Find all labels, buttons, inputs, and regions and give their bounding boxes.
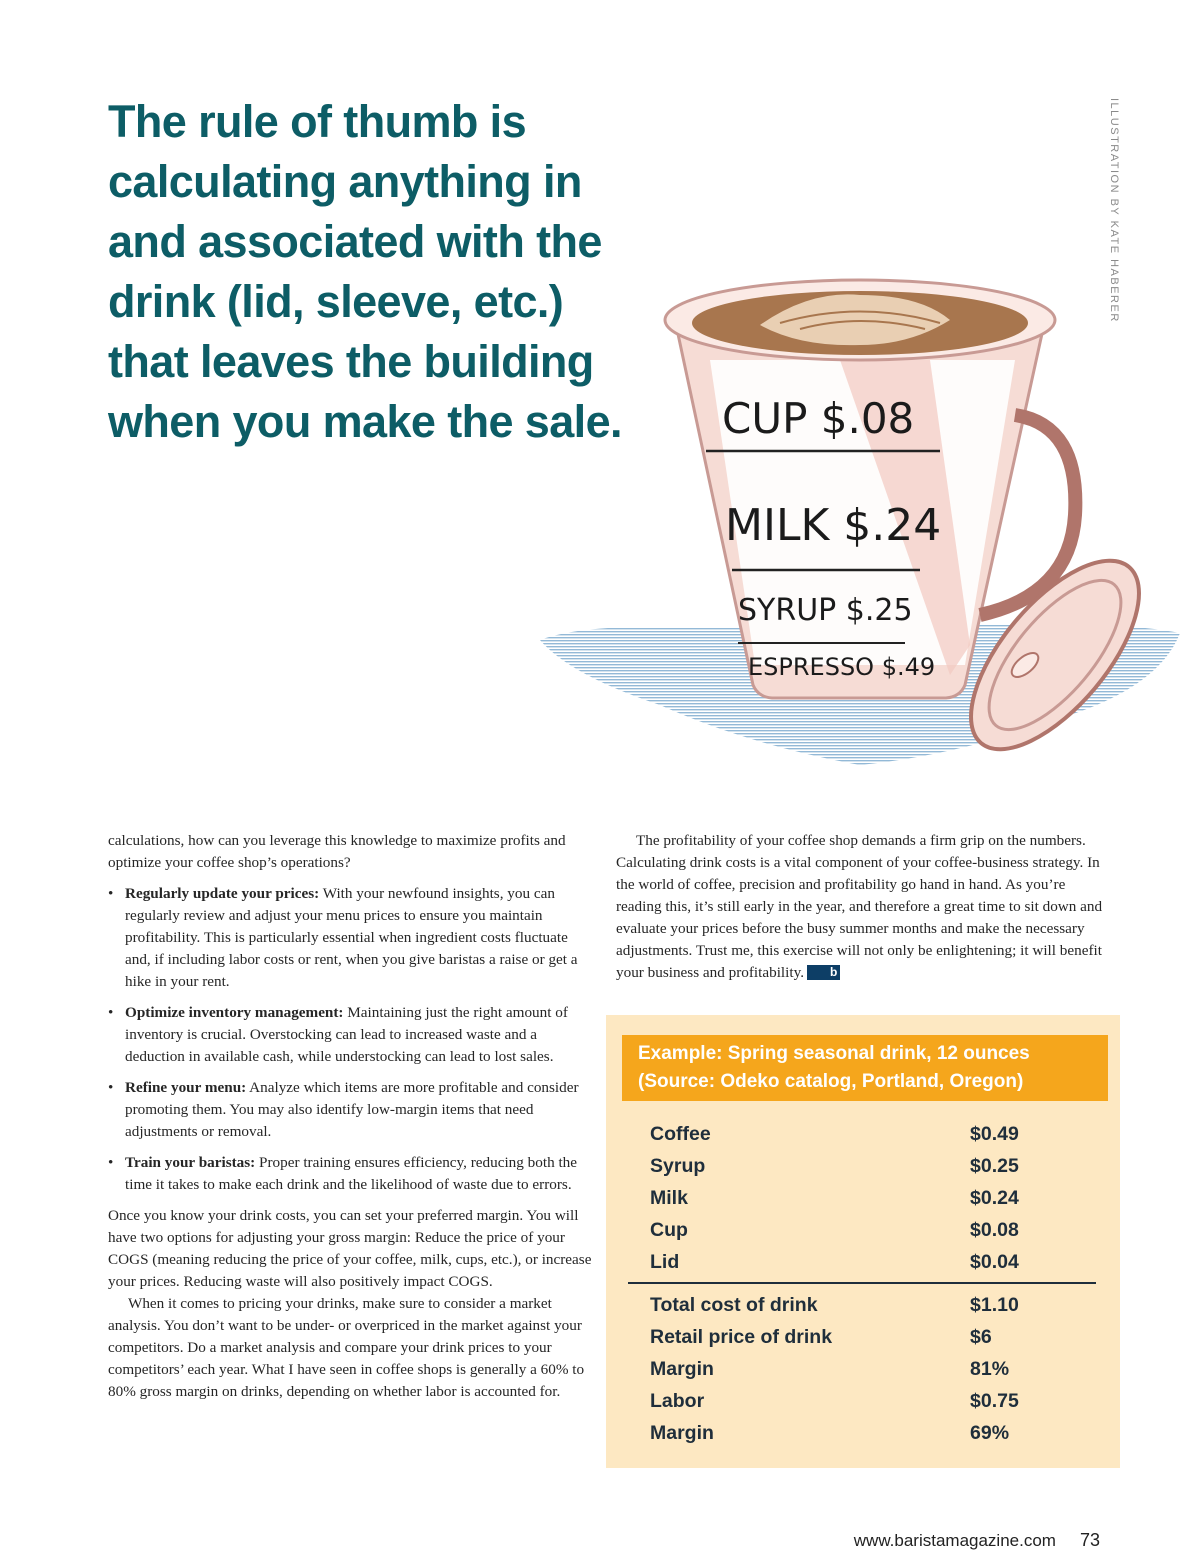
- table-row: [650, 1182, 1074, 1214]
- summary-label: Margin: [650, 1358, 714, 1380]
- cost-value: $0.08: [970, 1219, 1019, 1241]
- cup-label-espresso: ESPRESSO $.49: [748, 653, 936, 681]
- cost-label: Lid: [650, 1251, 680, 1273]
- coffee-cup-illustration: [510, 265, 1200, 785]
- sidebar-header: [622, 1035, 1108, 1101]
- bullet-dot: •: [108, 885, 114, 902]
- table-row: [650, 1289, 1074, 1321]
- list-item: [108, 1077, 596, 1143]
- pull-quote-line: when you make the sale.: [108, 396, 622, 447]
- tips-list: [108, 883, 596, 1196]
- left-column: [108, 830, 596, 1412]
- pull-quote-line: drink (lid, sleeve, etc.): [108, 276, 564, 327]
- table-row: [650, 1246, 1074, 1278]
- bullet-dot: •: [108, 1154, 114, 1171]
- cost-value: $0.49: [970, 1123, 1019, 1145]
- illustration-credit: ILLUSTRATION BY KATE HABERER: [1108, 98, 1120, 323]
- summary-value: $1.10: [970, 1294, 1019, 1316]
- page-footer: [854, 1530, 1100, 1551]
- pricing-paragraph: When it comes to pricing your drinks, make sure to consider a market analysis. You don’t want to be under- or overpriced in the market against your competitors. Do a market analysis and compare your drink prices to your competitors’ each year. What I have seen in coffee shops is generally a 60% to 80% gross margin on drinks, depending on whether labor is accounted for.: [108, 1295, 585, 1400]
- cost-table: [650, 1118, 1074, 1449]
- bullet-lead: Regularly update your prices:: [125, 885, 320, 902]
- cost-label: Coffee: [650, 1123, 711, 1145]
- table-row: [650, 1321, 1074, 1353]
- summary-label: Total cost of drink: [650, 1294, 818, 1316]
- summary-value: $0.75: [970, 1390, 1019, 1412]
- summary-value: 81%: [970, 1358, 1010, 1380]
- table-row: [650, 1150, 1074, 1182]
- intro-paragraph: calculations, how can you leverage this knowledge to maximize profits and optimize your coffee shop’s operations?: [108, 832, 566, 871]
- bullet-lead: Optimize inventory management:: [125, 1004, 344, 1021]
- cup-label-cup: CUP $.08: [722, 394, 915, 443]
- bullet-text: Proper training ensures efficiency, reducing both the time it takes to make each drink and the likelihood of waste due to errors.: [125, 1154, 578, 1193]
- page-number: 73: [1079, 1530, 1100, 1550]
- table-row: [650, 1353, 1074, 1385]
- conclusion-text: The profitability of your coffee shop demands a firm grip on the numbers. Calculating drink costs is a vital component of your coffee-business strategy. In the world of coffee, precision and profitability go hand in hand. As you’re reading this, it’s still early in the year, and therefore a great time to sit down and evaluate your prices before the busy summer months and make the necessary adjustments. Trust me, this exercise will not only be enlightening; it will benefit your business and profitability.: [616, 832, 1103, 981]
- conclusion-paragraph: [616, 830, 1108, 984]
- bullet-dot: •: [108, 1004, 114, 1021]
- summary-label: Labor: [650, 1390, 705, 1412]
- table-row: [650, 1417, 1074, 1449]
- cup-label-milk: MILK $.24: [725, 500, 942, 551]
- margin-paragraph: Once you know your drink costs, you can set your preferred margin. You will have two options for adjusting your gross margin: Reduce the price of your COGS (meaning reducing the price of your coffee, milk, cups, etc.), or increase your prices. Reducing waste will also positively impact COGS.: [108, 1207, 592, 1290]
- summary-label: Retail price of drink: [650, 1326, 833, 1348]
- bullet-text: With your newfound insights, you can regularly review and adjust your menu prices to ensure you maintain profitability. This is particularly essential when ingredient costs fluctuate and, if including labor costs or rent, when you give baristas a raise or get a hike in your rent.: [125, 885, 578, 990]
- list-item: [108, 1002, 596, 1068]
- summary-value: $6: [970, 1326, 992, 1348]
- pull-quote-line: The rule of thumb is: [108, 96, 527, 147]
- cost-sidebar: [606, 1015, 1120, 1468]
- cost-label: Cup: [650, 1219, 688, 1241]
- cost-value: $0.25: [970, 1155, 1019, 1177]
- summary-value: 69%: [970, 1422, 1010, 1444]
- table-row: [650, 1385, 1074, 1417]
- bullet-lead: Train your baristas:: [125, 1154, 256, 1171]
- sidebar-source: (Source: Odeko catalog, Portland, Oregon): [638, 1071, 1024, 1092]
- list-item: [108, 883, 596, 993]
- cup-label-syrup: SYRUP $.25: [738, 593, 913, 628]
- cost-value: $0.04: [970, 1251, 1019, 1273]
- bullet-lead: Refine your menu:: [125, 1079, 247, 1096]
- footer-url: www.baristamagazine.com: [853, 1531, 1056, 1550]
- table-row: [650, 1214, 1074, 1246]
- list-item: [108, 1152, 596, 1196]
- pull-quote-line: that leaves the building: [108, 336, 594, 387]
- table-row: [650, 1118, 1074, 1150]
- pull-quote-line: and associated with the: [108, 216, 602, 267]
- bullet-dot: •: [108, 1079, 114, 1096]
- summary-label: Margin: [650, 1422, 714, 1444]
- cost-label: Syrup: [650, 1155, 706, 1177]
- bullet-text: Maintaining just the right amount of inventory is crucial. Overstocking can lead to increased waste and a deduction in available cash, while understocking can lead to lost sales.: [125, 1004, 568, 1065]
- bullet-text: Analyze which items are more profitable and consider promoting them. You may also identify low-margin items that need adjustments or removal.: [125, 1079, 579, 1140]
- pull-quote-line: calculating anything in: [108, 156, 582, 207]
- cost-value: $0.24: [970, 1187, 1019, 1209]
- end-mark-icon: b: [807, 965, 840, 980]
- cost-label: Milk: [650, 1187, 688, 1209]
- sidebar-title: Example: Spring seasonal drink, 12 ounces: [638, 1043, 1030, 1064]
- right-column: [616, 830, 1108, 993]
- table-divider: [628, 1282, 1096, 1284]
